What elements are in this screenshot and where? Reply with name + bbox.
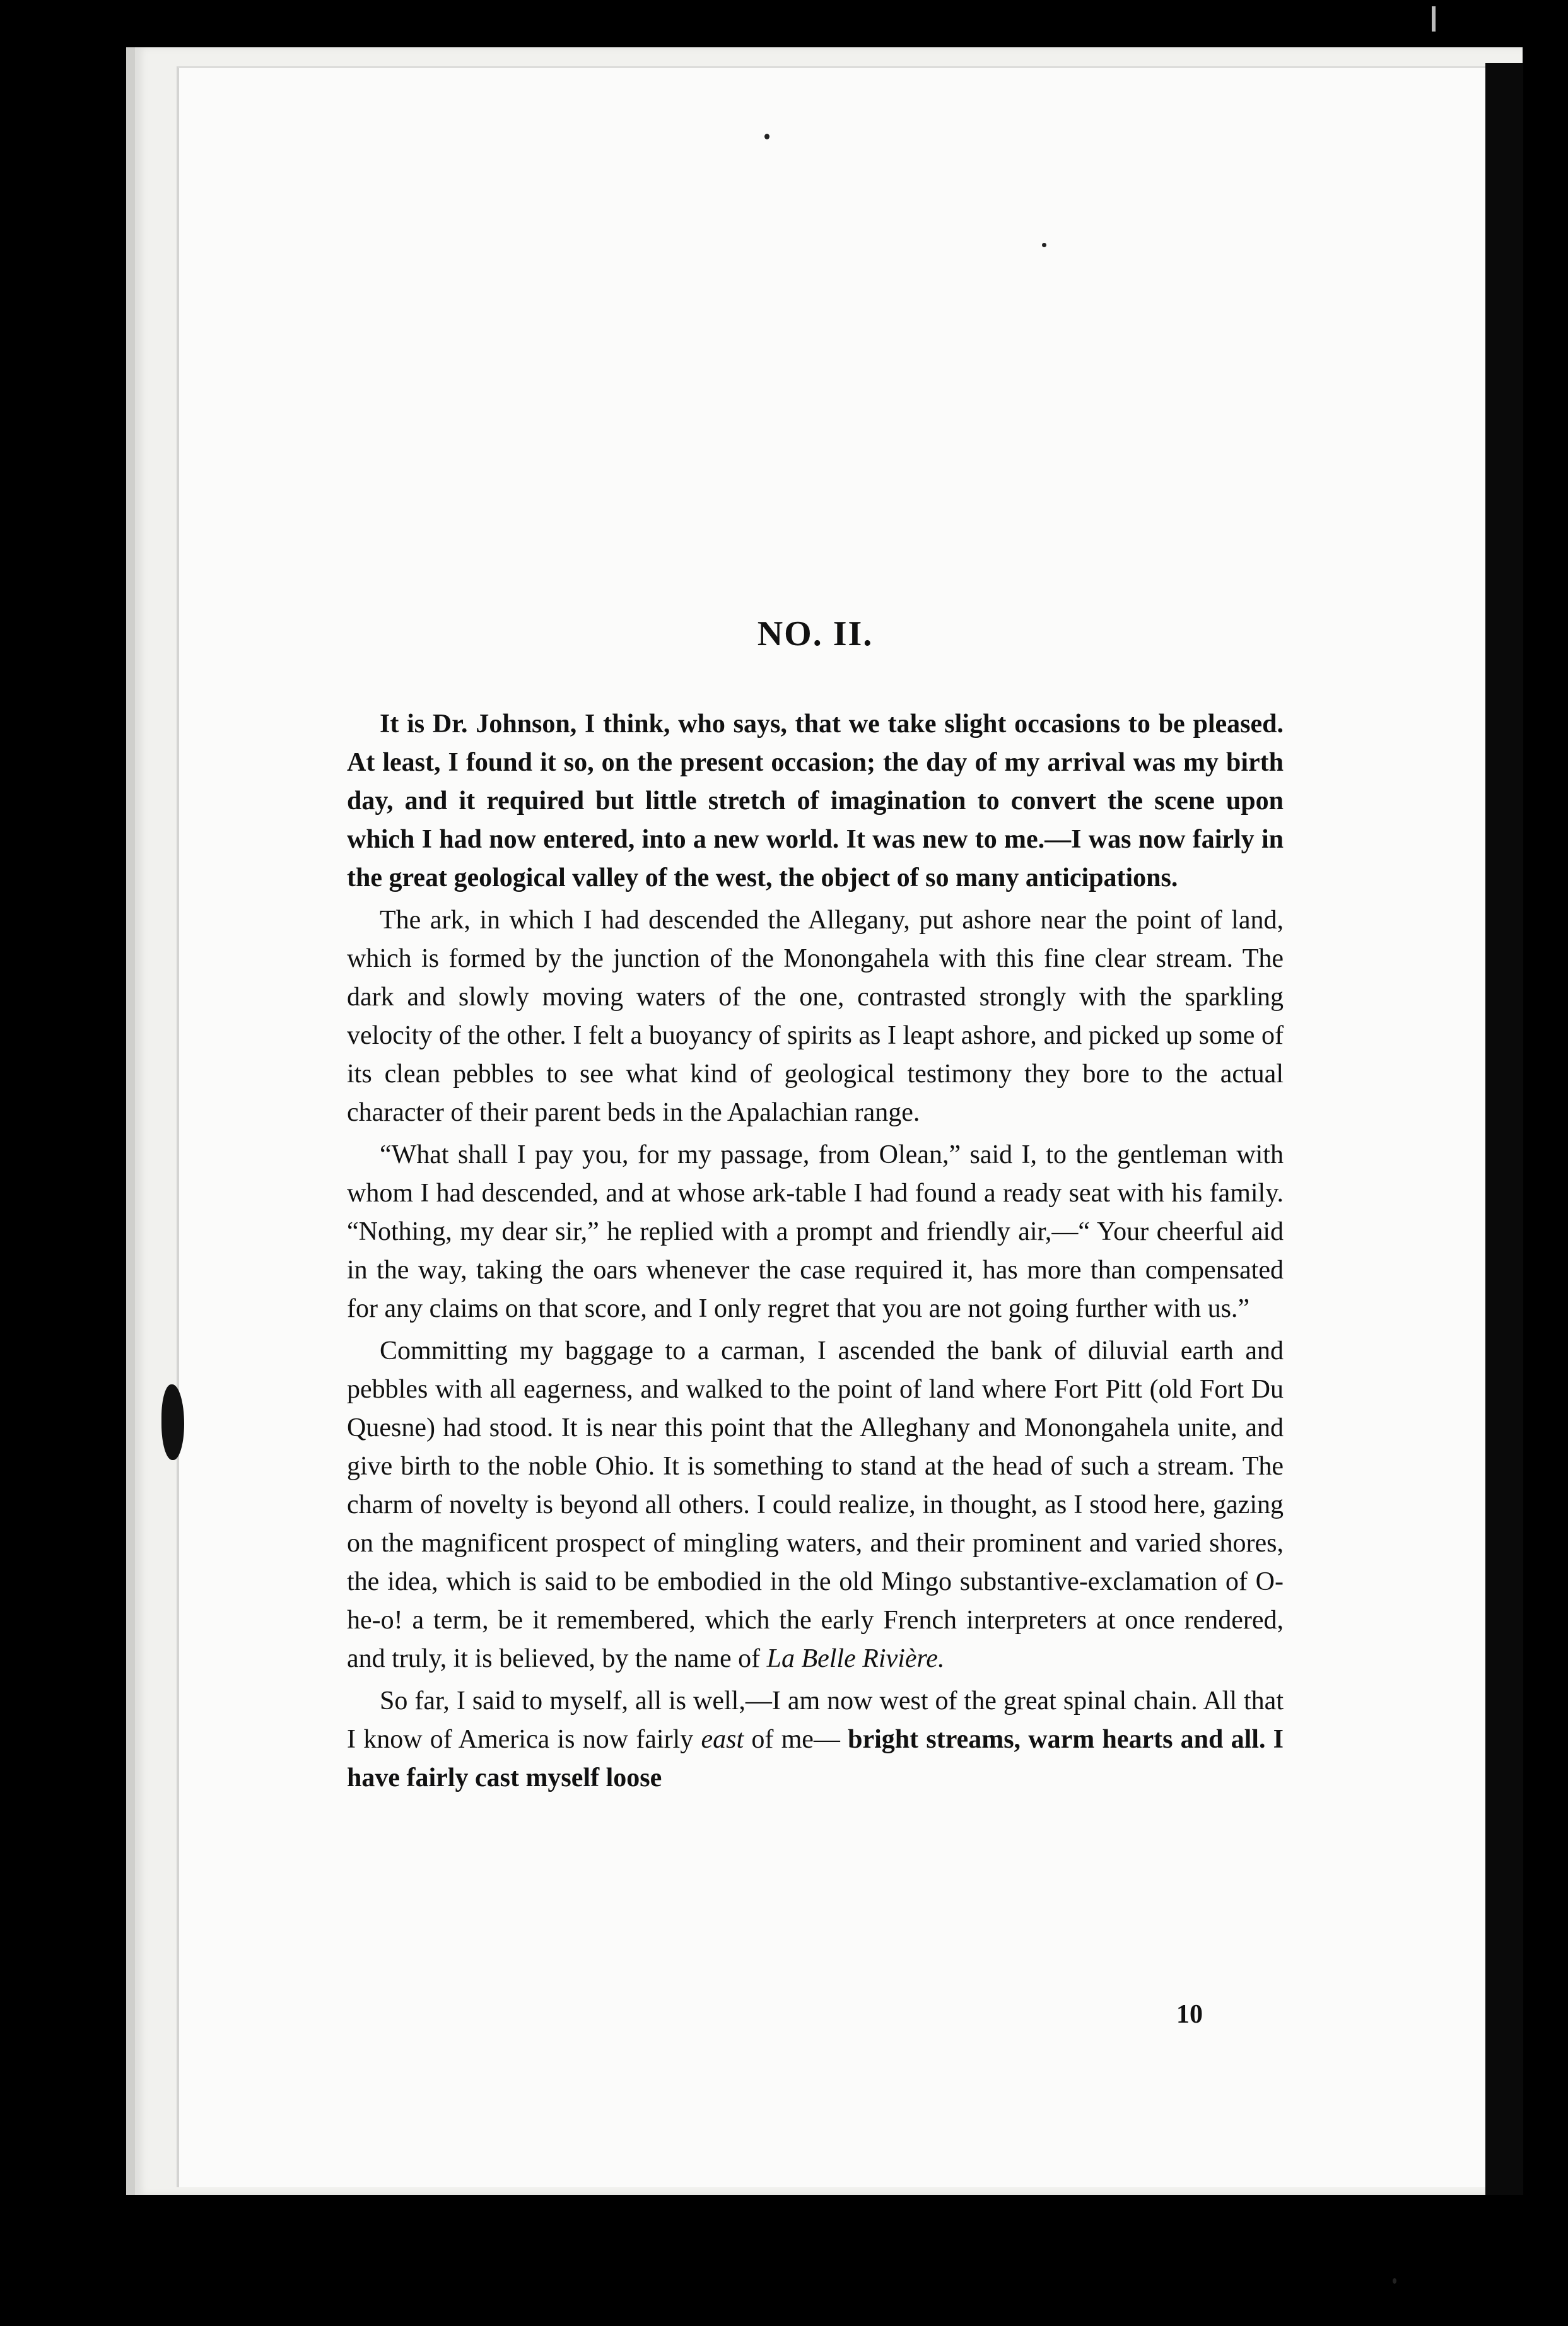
paragraph-5 — [347, 1682, 1284, 1797]
speck — [764, 134, 769, 139]
paragraph-4-text: Committing my baggage to a carman, I ascended the bank of diluvial earth and pebbles with all eagerness, and walked to the point of land where Fort Pitt (old Fort Du Quesne) had stood. It is near this point that the Alleghany and Monongahela unite, and give birth to the noble Ohio. It is something to stand at the head of such a stream. The charm of novelty is beyond all others. I could realize, in thought, as I stood here, gazing on the magnificent prospect of mingling waters, and their prominent and varied shores, the idea, which is said to be embodied in the old Mingo substantive-exclamation of O-he-o! a term, be it remembered, which the early French interpreters at once rendered, and truly, it is believed, by the name of — [347, 1336, 1284, 1673]
page-right-shadow — [1485, 63, 1523, 2195]
paragraph-1: It is Dr. Johnson, I think, who says, that we take slight occasions to be pleased. At least, I found it so, on the present occasion; the day of my arrival was my birth day, and it required but little stretch of imagination to convert the scene upon which I had now entered, into a new world. It was new to me.—I was now fairly in the great geological valley of the west, the object of so many anticipations. — [347, 710, 1284, 892]
paragraph-3: “What shall I pay you, for my passage, from Olean,” said I, to the gentleman with whom I had descended, and at whose ark-table I had found a ready seat with his family. “Nothing, my dear sir,” he replied with a prompt and friendly air,—“ Your cheerful aid in the way, taking the oars whenever the case required it, has more than compensated for any claims on that score, and I only regret that you are not going further with us.” — [347, 1140, 1284, 1323]
page-content — [347, 612, 1284, 1824]
binding-hole-mark — [161, 1384, 184, 1460]
paragraph-5-part2: of me— — [744, 1725, 840, 1754]
paragraph-5-italic: east — [701, 1725, 744, 1754]
paragraph-4-italic: La Belle Rivière. — [766, 1644, 945, 1673]
paragraph-2: The ark, in which I had descended the Allegany, put ashore near the point of land, which is formed by the junction of the Monongahela with this fine clear stream. The dark and slowly moving waters of the one, contrasted strongly with the sparkling velocity of the other. I felt a buoyancy of spirits as I leapt ashore, and picked up some of its clean pebbles to see what kind of geological testimony they bore to the actual character of their parent beds in the Apalachian range. — [347, 906, 1284, 1127]
speck — [1042, 243, 1046, 247]
page-number: 10 — [1176, 2000, 1203, 2029]
paragraph-4 — [347, 1332, 1284, 1678]
paragraph-5-bold: bright streams, warm hearts and all. I have fairly cast myself loose — [347, 1725, 1284, 1792]
speck — [1393, 2278, 1396, 2284]
scan-corner-mark — [1432, 6, 1436, 32]
section-title: NO. II. — [757, 614, 874, 653]
paragraph-5-part1: So far, I said to myself, all is well,—I am now west of the great spinal chain. All that I know of America is now fairly — [347, 1686, 1284, 1754]
